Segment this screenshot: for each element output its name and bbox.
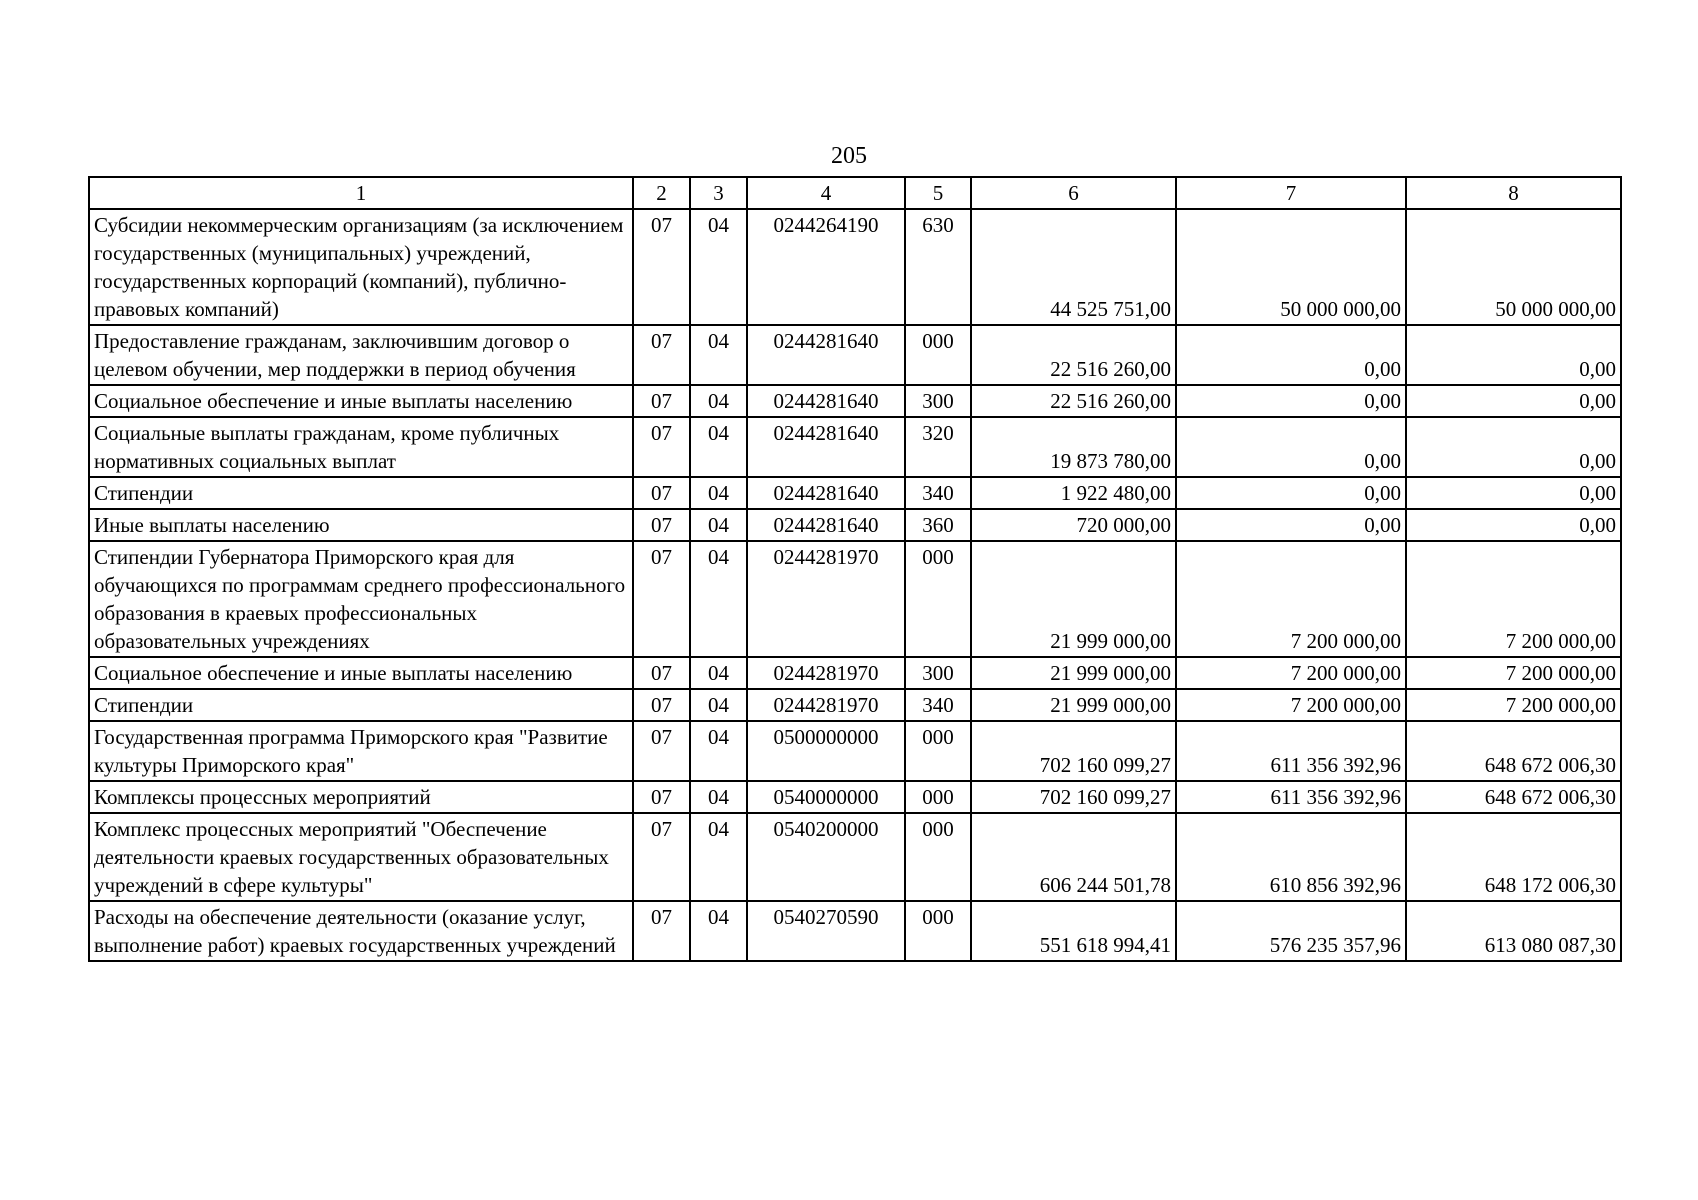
expense-type-cell: 340 — [905, 689, 971, 721]
amount-col7-cell: 7 200 000,00 — [1176, 657, 1406, 689]
column-header: 4 — [747, 177, 905, 209]
expense-type-cell: 340 — [905, 477, 971, 509]
amount-col8-cell: 648 672 006,30 — [1406, 721, 1621, 781]
column-header: 1 — [89, 177, 633, 209]
target-article-cell: 0540270590 — [747, 901, 905, 961]
subsection-code-cell: 04 — [690, 781, 747, 813]
amount-col8-cell: 648 172 006,30 — [1406, 813, 1621, 901]
section-code-cell: 07 — [633, 209, 690, 325]
subsection-code-cell: 04 — [690, 325, 747, 385]
expense-type-cell: 000 — [905, 325, 971, 385]
amount-col8-cell: 7 200 000,00 — [1406, 657, 1621, 689]
amount-col8-cell: 7 200 000,00 — [1406, 689, 1621, 721]
subsection-code-cell: 04 — [690, 541, 747, 657]
target-article-cell: 0500000000 — [747, 721, 905, 781]
expense-type-cell: 630 — [905, 209, 971, 325]
amount-col6-cell: 551 618 994,41 — [971, 901, 1176, 961]
amount-col6-cell: 44 525 751,00 — [971, 209, 1176, 325]
amount-col7-cell: 610 856 392,96 — [1176, 813, 1406, 901]
amount-col8-cell: 0,00 — [1406, 509, 1621, 541]
expense-type-cell: 300 — [905, 385, 971, 417]
table-row — [89, 813, 1621, 901]
subsection-code-cell: 04 — [690, 477, 747, 509]
section-code-cell: 07 — [633, 477, 690, 509]
column-header: 8 — [1406, 177, 1621, 209]
amount-col7-cell: 576 235 357,96 — [1176, 901, 1406, 961]
amount-col7-cell: 0,00 — [1176, 509, 1406, 541]
amount-col8-cell: 0,00 — [1406, 477, 1621, 509]
target-article-cell: 0244281640 — [747, 385, 905, 417]
amount-col7-cell: 50 000 000,00 — [1176, 209, 1406, 325]
section-code-cell: 07 — [633, 813, 690, 901]
subsection-code-cell: 04 — [690, 813, 747, 901]
amount-col6-cell: 22 516 260,00 — [971, 325, 1176, 385]
amount-col7-cell: 611 356 392,96 — [1176, 781, 1406, 813]
row-name-cell: Стипендии — [89, 477, 633, 509]
subsection-code-cell: 04 — [690, 417, 747, 477]
expense-type-cell: 000 — [905, 781, 971, 813]
expense-type-cell: 000 — [905, 901, 971, 961]
amount-col8-cell: 50 000 000,00 — [1406, 209, 1621, 325]
table-row — [89, 325, 1621, 385]
subsection-code-cell: 04 — [690, 689, 747, 721]
table-row — [89, 689, 1621, 721]
table-row — [89, 417, 1621, 477]
target-article-cell: 0244281640 — [747, 509, 905, 541]
table-header-row — [89, 177, 1621, 209]
amount-col8-cell: 0,00 — [1406, 417, 1621, 477]
amount-col6-cell: 1 922 480,00 — [971, 477, 1176, 509]
amount-col7-cell: 0,00 — [1176, 417, 1406, 477]
row-name-cell: Комплексы процессных мероприятий — [89, 781, 633, 813]
amount-col8-cell: 0,00 — [1406, 325, 1621, 385]
section-code-cell: 07 — [633, 509, 690, 541]
expense-type-cell: 000 — [905, 541, 971, 657]
amount-col7-cell: 611 356 392,96 — [1176, 721, 1406, 781]
column-header: 3 — [690, 177, 747, 209]
amount-col6-cell: 702 160 099,27 — [971, 781, 1176, 813]
table-row — [89, 901, 1621, 961]
row-name-cell: Стипендии — [89, 689, 633, 721]
row-name-cell: Иные выплаты населению — [89, 509, 633, 541]
section-code-cell: 07 — [633, 417, 690, 477]
target-article-cell: 0540200000 — [747, 813, 905, 901]
expense-type-cell: 360 — [905, 509, 971, 541]
target-article-cell: 0244281640 — [747, 325, 905, 385]
column-header: 2 — [633, 177, 690, 209]
column-header: 6 — [971, 177, 1176, 209]
subsection-code-cell: 04 — [690, 209, 747, 325]
section-code-cell: 07 — [633, 657, 690, 689]
row-name-cell: Субсидии некоммерческим организациям (за исключением государственных (муниципальных) учреждений, государственных корпораций (компаний), публично-правовых компаний) — [89, 209, 633, 325]
column-header: 7 — [1176, 177, 1406, 209]
amount-col8-cell: 7 200 000,00 — [1406, 541, 1621, 657]
amount-col6-cell: 606 244 501,78 — [971, 813, 1176, 901]
row-name-cell: Социальные выплаты гражданам, кроме публичных нормативных социальных выплат — [89, 417, 633, 477]
expense-type-cell: 000 — [905, 813, 971, 901]
subsection-code-cell: 04 — [690, 385, 747, 417]
subsection-code-cell: 04 — [690, 657, 747, 689]
section-code-cell: 07 — [633, 385, 690, 417]
section-code-cell: 07 — [633, 901, 690, 961]
target-article-cell: 0244281970 — [747, 657, 905, 689]
target-article-cell: 0244264190 — [747, 209, 905, 325]
subsection-code-cell: 04 — [690, 509, 747, 541]
amount-col8-cell: 648 672 006,30 — [1406, 781, 1621, 813]
table-row — [89, 477, 1621, 509]
amount-col6-cell: 702 160 099,27 — [971, 721, 1176, 781]
amount-col7-cell: 0,00 — [1176, 385, 1406, 417]
row-name-cell: Комплекс процессных мероприятий "Обеспечение деятельности краевых государственных образовательных учреждений в сфере культуры" — [89, 813, 633, 901]
amount-col6-cell: 21 999 000,00 — [971, 657, 1176, 689]
amount-col7-cell: 7 200 000,00 — [1176, 689, 1406, 721]
target-article-cell: 0540000000 — [747, 781, 905, 813]
column-header: 5 — [905, 177, 971, 209]
table-row — [89, 721, 1621, 781]
target-article-cell: 0244281640 — [747, 417, 905, 477]
section-code-cell: 07 — [633, 541, 690, 657]
section-code-cell: 07 — [633, 325, 690, 385]
expense-type-cell: 300 — [905, 657, 971, 689]
amount-col7-cell: 0,00 — [1176, 477, 1406, 509]
amount-col6-cell: 21 999 000,00 — [971, 689, 1176, 721]
amount-col8-cell: 0,00 — [1406, 385, 1621, 417]
budget-table — [88, 176, 1622, 962]
row-name-cell: Социальное обеспечение и иные выплаты населению — [89, 385, 633, 417]
table-row — [89, 209, 1621, 325]
amount-col7-cell: 7 200 000,00 — [1176, 541, 1406, 657]
subsection-code-cell: 04 — [690, 721, 747, 781]
table-row — [89, 781, 1621, 813]
expense-type-cell: 320 — [905, 417, 971, 477]
row-name-cell: Социальное обеспечение и иные выплаты населению — [89, 657, 633, 689]
table-row — [89, 385, 1621, 417]
row-name-cell: Государственная программа Приморского края "Развитие культуры Приморского края" — [89, 721, 633, 781]
amount-col6-cell: 21 999 000,00 — [971, 541, 1176, 657]
section-code-cell: 07 — [633, 781, 690, 813]
table-row — [89, 657, 1621, 689]
table-row — [89, 541, 1621, 657]
subsection-code-cell: 04 — [690, 901, 747, 961]
row-name-cell: Расходы на обеспечение деятельности (оказание услуг, выполнение работ) краевых государственных учреждений — [89, 901, 633, 961]
amount-col6-cell: 720 000,00 — [971, 509, 1176, 541]
target-article-cell: 0244281970 — [747, 689, 905, 721]
table-row — [89, 509, 1621, 541]
target-article-cell: 0244281970 — [747, 541, 905, 657]
amount-col6-cell: 22 516 260,00 — [971, 385, 1176, 417]
section-code-cell: 07 — [633, 721, 690, 781]
amount-col6-cell: 19 873 780,00 — [971, 417, 1176, 477]
target-article-cell: 0244281640 — [747, 477, 905, 509]
expense-type-cell: 000 — [905, 721, 971, 781]
row-name-cell: Стипендии Губернатора Приморского края для обучающихся по программам среднего профессионального образования в краевых профессиональных образовательных учреждениях — [89, 541, 633, 657]
row-name-cell: Предоставление гражданам, заключившим договор о целевом обучении, мер поддержки в период обучения — [89, 325, 633, 385]
page-number: 205 — [831, 143, 867, 169]
amount-col8-cell: 613 080 087,30 — [1406, 901, 1621, 961]
amount-col7-cell: 0,00 — [1176, 325, 1406, 385]
section-code-cell: 07 — [633, 689, 690, 721]
table-body — [89, 209, 1621, 961]
